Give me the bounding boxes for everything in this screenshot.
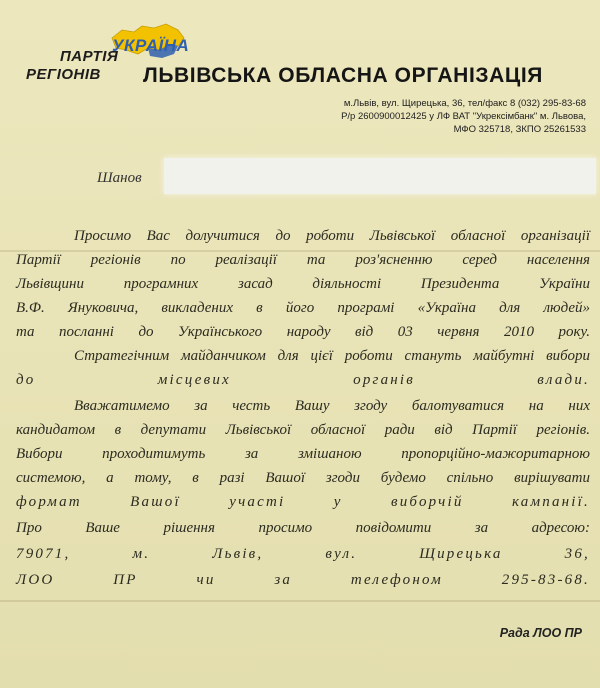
letterhead-address: м.Львів, вул. Щирецька, 36, тел/факс 8 (032) 295-83-68 — [343, 98, 586, 109]
redacted-name-box — [164, 158, 596, 194]
body-line: Львівщини програмних засад діяльності Президента України — [16, 276, 590, 292]
body-line: В.Ф. Януковича, викладених в його програмі «Україна для людей» — [16, 300, 590, 316]
body-line: Вибори проходитимуть за змішаною пропорційно-мажоритарною — [16, 446, 590, 462]
logo-regions-text: РЕГІОНІВ — [26, 66, 101, 83]
body-line: 79071, м. Львів, вул. Щирецька 36, — [16, 546, 590, 562]
body-line: та посланні до Українського народу від 03 червня 2010 року. — [16, 324, 590, 340]
body-line: Стратегічним майданчиком для цієї роботи стануть майбутні вибори — [74, 348, 590, 364]
body-line: ЛОО ПР чи за телефоном 295-83-68. — [16, 572, 590, 588]
body-line: формат Вашої участі у виборчій кампанії. — [16, 494, 590, 510]
letterhead-bank-account: Р/р 2600900012425 у ЛФ ВАТ "Укрексімбанк" м. Львова, — [341, 111, 586, 122]
organization-name: ЛЬВІВСЬКА ОБЛАСНА ОРГАНІЗАЦІЯ — [143, 64, 543, 87]
body-line: Просимо Вас долучитися до роботи Львівської обласної організації — [74, 228, 590, 244]
logo-ukraina-text: УКРАЇНА — [112, 36, 190, 55]
paper-fold-line — [0, 600, 600, 602]
body-line: Партії регіонів по реалізації та роз'ясненню серед населення — [16, 252, 590, 268]
body-line: Вважатимемо за честь Вашу згоду балотуватися на них — [74, 398, 590, 414]
body-line: кандидатом в депутати Львівської обласної ради від Партії регіонів. — [16, 422, 590, 438]
body-line: системою, а тому, в разі Вашої згоди будемо спільно вирішувати — [16, 470, 590, 486]
salutation: Шанов — [97, 170, 142, 186]
body-line: Про Ваше рішення просимо повідомити за адресою: — [16, 520, 590, 536]
letterhead-bank-codes: МФО 325718, ЗКПО 25261533 — [453, 124, 586, 135]
signature: Рада ЛОО ПР — [499, 626, 582, 640]
body-line: до місцевих органів влади. — [16, 372, 590, 388]
logo-party-text: ПАРТІЯ — [60, 48, 119, 65]
